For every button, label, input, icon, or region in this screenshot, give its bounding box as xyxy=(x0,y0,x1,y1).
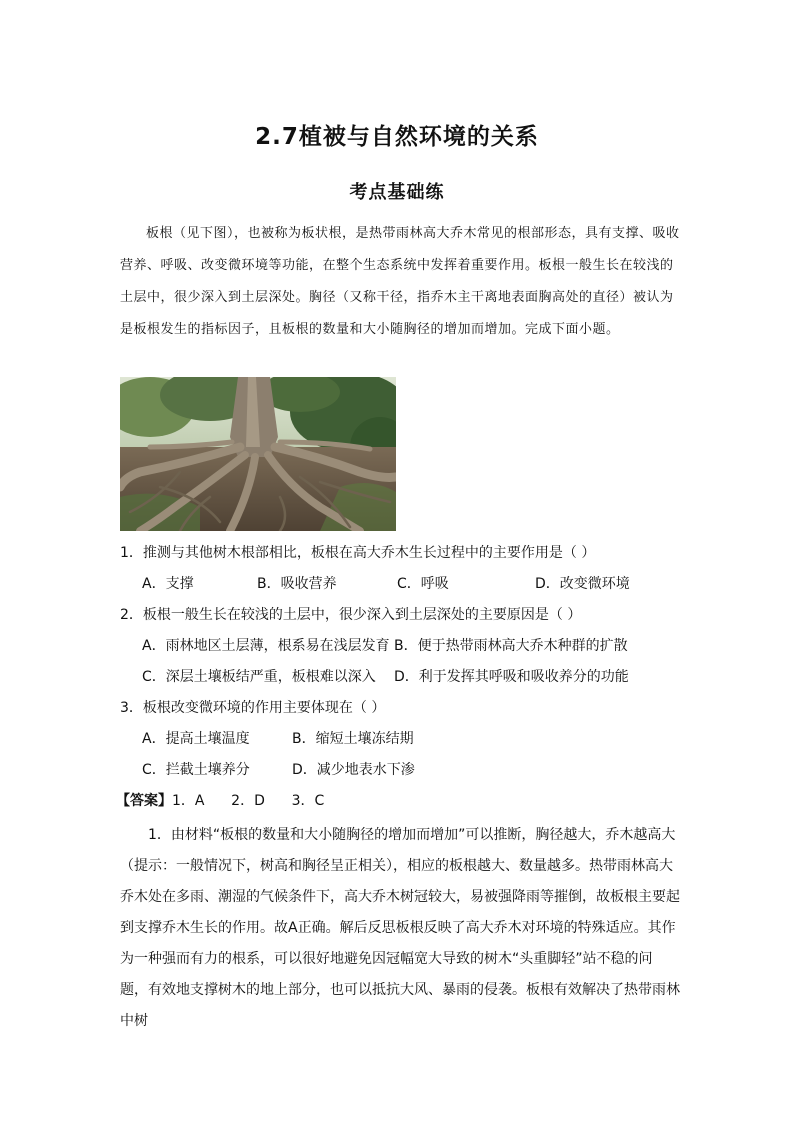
page-title: 2.7植被与自然环境的关系 xyxy=(255,124,539,150)
question-3-stem: 3．板根改变微环境的作用主要体现在（ ） xyxy=(120,700,386,716)
intro-text: 板根（见下图），也被称为板状根，是热带雨林高大乔木常见的根部形态，具有支撑、吸收营养、呼吸、改变微环境等功能，在整个生态系统中发挥着重要作用。板根一般生长在较浅的土层中，很少深入到土层深处。胸径（又称干径，指乔木主干离地表面胸高处的直径）被认为是板根发生的指标因子，且板根的数量和大小随胸径的增加而增加。完成下面小题。 xyxy=(120,226,680,337)
q2-option-a: A．雨林地区土层薄，根系易在浅层发育 xyxy=(142,638,390,654)
q1-option-a: A．支撑 xyxy=(142,576,194,592)
question-block xyxy=(116,538,680,817)
question-2-options-row1 xyxy=(120,631,680,662)
question-1-options xyxy=(120,569,680,600)
explanation-block xyxy=(120,820,680,1037)
question-3-options-row1 xyxy=(120,724,680,755)
intro-paragraph xyxy=(120,218,680,346)
answer-label: 【答案】 xyxy=(116,793,172,809)
question-1-stem: 1．推测与其他树木根部相比，板根在高大乔木生长过程中的主要作用是（ ） xyxy=(120,545,596,561)
q3-option-d: D．减少地表水下渗 xyxy=(292,762,415,778)
question-3-options-row2 xyxy=(120,755,680,786)
q3-option-a: A．提高土壤温度 xyxy=(142,731,250,747)
q3-option-c: C．拦截土壤养分 xyxy=(142,762,250,778)
answer-text: 1．A 2．D 3．C xyxy=(172,793,325,809)
buttress-root-photo xyxy=(120,377,396,531)
q1-option-c: C．呼吸 xyxy=(397,576,449,592)
q3-option-b: B．缩短土壤冻结期 xyxy=(292,731,414,747)
explanation-text: 1．由材料“板根的数量和大小随胸径的增加而增加”可以推断，胸径越大，乔木越高大（提示：一般情况下，树高和胸径呈正相关），相应的板根越大、数量越多。热带雨林高大乔木处在多雨、潮湿的气候条件下，高大乔木树冠较大，易被强降雨等摧倒，故板根主要起到支撑乔木生长的作用。故A正确。解后反思板根反映了高大乔木对环境的特殊适应。其作为一种强而有力的根系，可以很好地避免因冠幅宽大导致的树木“头重脚轻”站不稳的问题，有效地支撑树木的地上部分，也可以抵抗大风、暴雨的侵袭。板根有效解决了热带雨林中树 xyxy=(120,827,680,1029)
q2-option-c: C．深层土壤板结严重，板根难以深入 xyxy=(142,669,376,685)
answer-line xyxy=(116,786,680,817)
section-subtitle: 考点基础练 xyxy=(349,182,445,203)
q2-option-b: B．便于热带雨林高大乔木种群的扩散 xyxy=(394,638,628,654)
q2-option-d: D．利于发挥其呼吸和吸收养分的功能 xyxy=(394,669,629,685)
question-2-stem: 2．板根一般生长在较浅的土层中，很少深入到土层深处的主要原因是（ ） xyxy=(120,607,582,623)
question-2-options-row2 xyxy=(120,662,680,693)
q1-option-d: D．改变微环境 xyxy=(535,576,630,592)
q1-option-b: B．吸收营养 xyxy=(257,576,337,592)
